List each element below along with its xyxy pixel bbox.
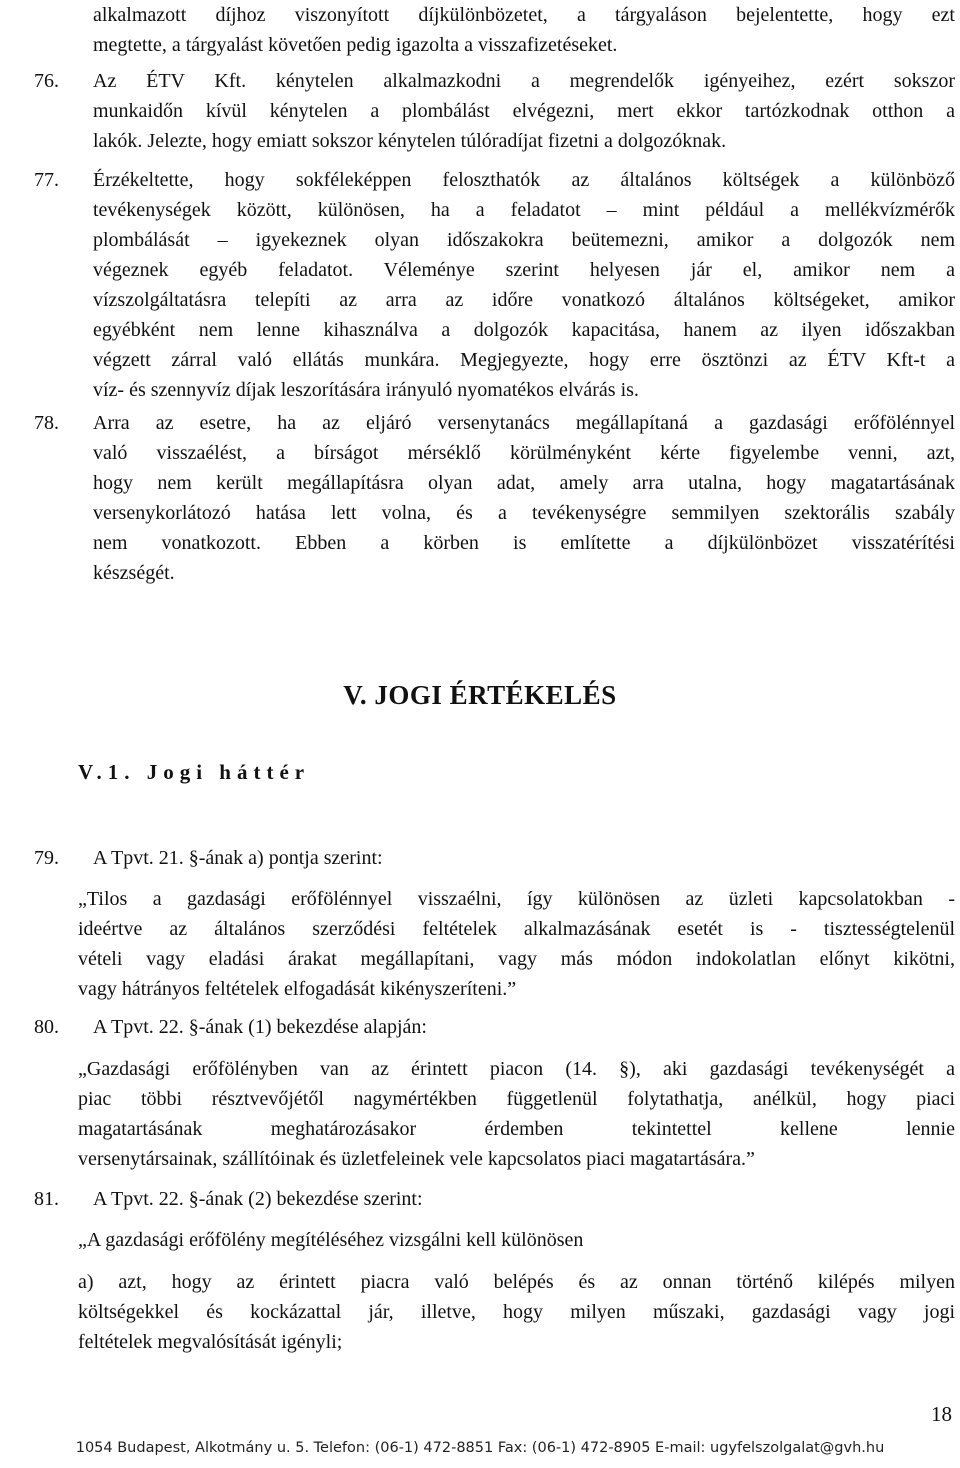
text-line: A Tpvt. 22. §-ának (2) bekezdése szerint: [93,1188,423,1210]
text-line: végzett zárral való ellátás munkára. Megjegyezte, hogy erre ösztönzi az ÉTV Kft-t a [93,349,955,371]
text-line: feltételek megvalósítását igényli; [78,1331,343,1353]
paragraph-intro [93,0,955,60]
text-line: Az ÉTV Kft. kénytelen alkalmazkodni a megrendelők igényeihez, ezért sokszor [93,70,955,92]
subsection-heading: V.1. Jogi háttér [78,760,311,784]
text-line: „Tilos a gazdasági erőfölénnyel visszaélni, így különösen az üzleti kapcsolatokban - [78,888,955,910]
quote-80 [78,1054,955,1174]
text-line: magatartásának meghatározásakor érdemben tekintettel kellene lennie [78,1118,955,1140]
paragraph-77 [93,165,955,405]
page-number: 18 [931,1402,952,1426]
text-line: megtette, a tárgyalást követően pedig igazolta a visszafizetéseket. [93,34,618,56]
paragraph-79-intro [93,843,955,873]
text-line: „Gazdasági erőfölényben van az érintett piacon (14. §), aki gazdasági tevékenységét a [78,1058,955,1080]
text-line: vételi vagy eladási árakat megállapítani, vagy más módon indokolatlan előnyt kikötni, [78,948,955,970]
text-line: A Tpvt. 21. §-ának a) pontja szerint: [93,847,383,869]
text-line: nem vonatkozott. Ebben a körben is említette a díjkülönbözet visszatérítési [93,532,955,554]
text-line: vízszolgáltatásra telepíti az arra az időre vonatkozó általános költségeket, amikor [93,289,955,311]
text-line: alkalmazott díjhoz viszonyított díjkülönbözetet, a tárgyaláson bejelentette, hogy ezt [93,4,955,26]
text-line: költségekkel és kockázattal jár, illetve, hogy milyen műszaki, gazdasági vagy jogi [78,1301,955,1323]
text-line: víz- és szennyvíz díjak leszorítására irányuló nyomatékos elvárás is. [93,379,639,401]
text-line: készségét. [93,562,175,584]
text-line: ideértve az általános szerződési feltételek alkalmazásának esetét is - tisztességtelenül [78,918,955,940]
text-line: munkaidőn kívül kénytelen a plombálást elvégezni, mert ekkor tartózkodnak otthon a [93,100,955,122]
text-line: lakók. Jelezte, hogy emiatt sokszor kénytelen túlóradíjat fizetni a dolgozóknak. [93,130,727,152]
text-line: egyébként nem lenne kihasználva a dolgozók kapacitása, hanem az ilyen időszakban [93,319,955,341]
section-heading: V. JOGI ÉRTÉKELÉS [343,680,617,710]
paragraph-number: 79. [34,847,59,869]
quote-81-first [78,1225,955,1255]
text-line: „A gazdasági erőfölény megítéléséhez vizsgálni kell különösen [78,1229,584,1251]
text-line: tevékenységek között, különösen, ha a feladatot – mint például a mellékvízmérők [93,199,955,221]
text-line: piac többi résztvevőjétől nagymértékben függetlenül folytathatja, anélkül, hogy piaci [78,1088,955,1110]
paragraph-80-intro [93,1012,955,1042]
paragraph-81-intro [93,1184,955,1214]
paragraph-number: 80. [34,1016,59,1038]
paragraph-78 [93,408,955,588]
page-footer: 1054 Budapest, Alkotmány u. 5. Telefon: (06-1) 472-8851 Fax: (06-1) 472-8905 E-mail: ugyfelszolgalat@gvh.hu [75,1440,885,1456]
text-line: plombálását – igyekeznek olyan időszakokra beütemezni, amikor a dolgozók nem [93,229,955,251]
quote-79 [78,884,955,1004]
text-line: vagy hátrányos feltételek elfogadását kikényszeríteni.” [78,978,517,1000]
text-line: való visszaélést, a bírságot mérséklő körülményként kérte figyelembe venni, azt, [93,442,955,464]
text-line: a) azt, hogy az érintett piacra való belépés és az onnan történő kilépés milyen [78,1271,955,1293]
text-line: A Tpvt. 22. §-ának (1) bekezdése alapján: [93,1016,427,1038]
paragraph-number: 77. [34,169,59,191]
paragraph-76 [93,66,955,156]
paragraph-number: 81. [34,1188,59,1210]
text-line: versenytársainak, szállítóinak és üzletfeleinek vele kapcsolatos piaci magatartására.” [78,1148,755,1170]
text-line: Érzékeltette, hogy sokféleképpen feloszthatók az általános költségek a különböző [93,169,955,191]
text-line: hogy nem került megállapításra olyan adat, amely arra utalna, hogy magatartásának [93,472,955,494]
text-line: versenykorlátozó hatása lett volna, és a tevékenységre semmilyen szektorális szabály [93,502,955,524]
text-line: végeznek egyéb feladatot. Véleménye szerint helyesen jár el, amikor nem a [93,259,955,281]
quote-81 [78,1267,955,1357]
paragraph-number: 76. [34,70,59,92]
paragraph-number: 78. [34,412,59,434]
text-line: Arra az esetre, ha az eljáró versenytanács megállapítaná a gazdasági erőfölénnyel [93,412,955,434]
